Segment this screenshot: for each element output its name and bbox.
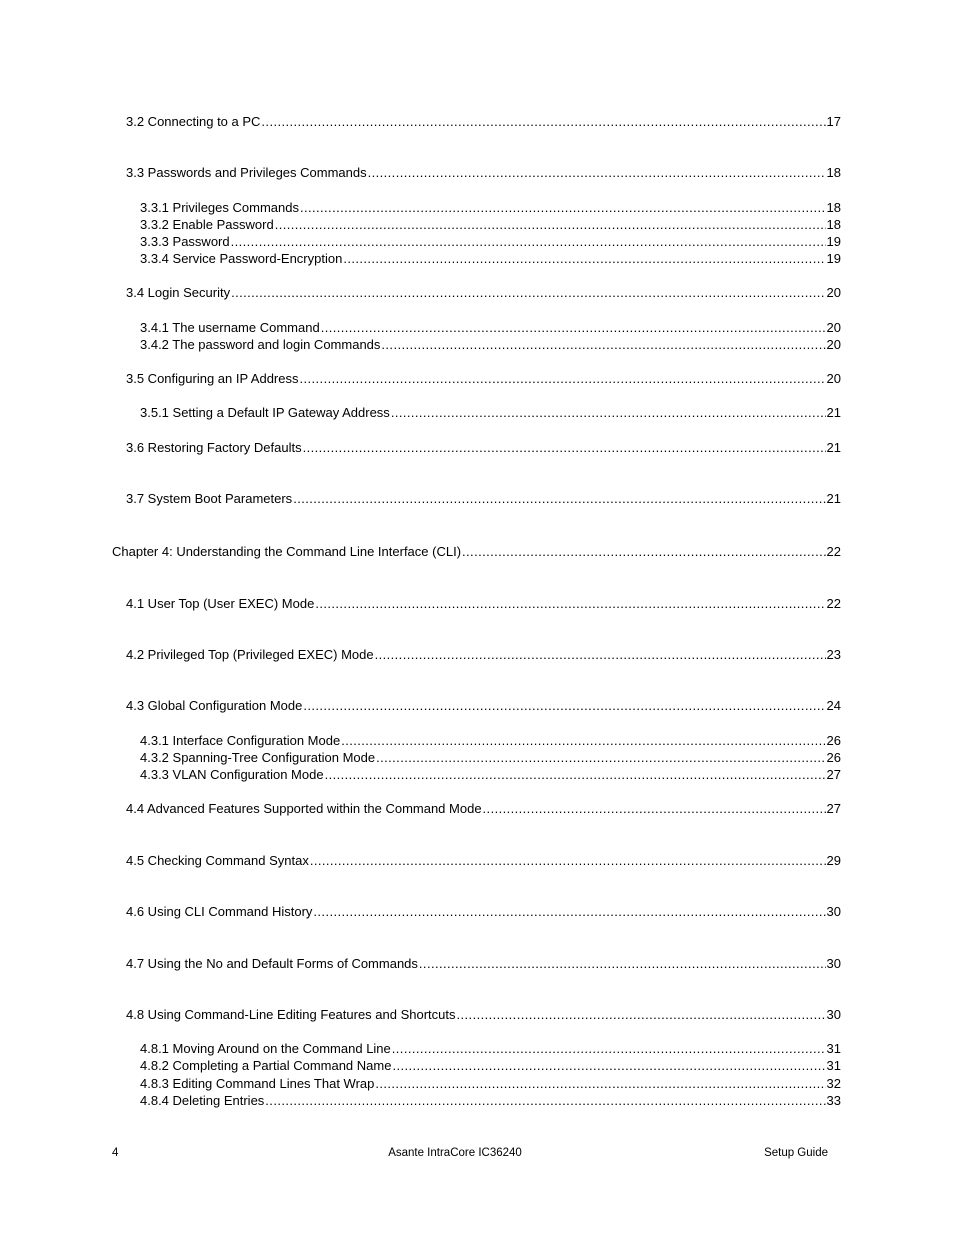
toc-entry-label: 3.5.1 Setting a Default IP Gateway Address: [140, 405, 390, 420]
toc-leader-dots: [419, 956, 826, 972]
toc-entry-label: 4.5 Checking Command Syntax: [126, 853, 309, 868]
toc-entry[interactable]: [140, 320, 841, 336]
toc-entry[interactable]: [126, 853, 841, 869]
toc-entry[interactable]: [126, 114, 841, 130]
toc-entry-page: 33: [826, 1093, 841, 1108]
toc-leader-dots: [341, 733, 825, 749]
toc-leader-dots: [381, 337, 825, 353]
toc-entry-page: 21: [826, 440, 841, 455]
toc-entry-label: 3.3.2 Enable Password: [140, 217, 274, 232]
toc-entry[interactable]: [140, 1076, 841, 1092]
toc-leader-dots: [483, 801, 826, 817]
footer-document-title: Setup Guide: [764, 1147, 828, 1159]
toc-entry-page: 32: [826, 1076, 841, 1091]
toc-leader-dots: [303, 440, 826, 456]
toc-entry-page: 18: [826, 165, 841, 180]
toc-entry-label: 4.8.1 Moving Around on the Command Line: [140, 1041, 391, 1056]
toc-entry-page: 18: [826, 200, 841, 215]
toc-entry[interactable]: [140, 767, 841, 783]
toc-entry-page: 20: [826, 371, 841, 386]
toc-leader-dots: [265, 1093, 825, 1109]
toc-entry[interactable]: [126, 371, 841, 387]
toc-leader-dots: [300, 200, 826, 216]
toc-entry-label: 4.8 Using Command-Line Editing Features and Shortcuts: [126, 1007, 456, 1022]
toc-leader-dots: [321, 320, 826, 336]
toc-leader-dots: [313, 904, 825, 920]
toc-entry-page: 26: [826, 733, 841, 748]
toc-entry[interactable]: [140, 234, 841, 250]
toc-entry-label: 4.2 Privileged Top (Privileged EXEC) Mode: [126, 647, 374, 662]
toc-leader-dots: [315, 596, 825, 612]
toc-entry-label: 4.8.2 Completing a Partial Command Name: [140, 1058, 392, 1073]
toc-entry[interactable]: [140, 1058, 841, 1074]
toc-entry[interactable]: [140, 733, 841, 749]
toc-entry[interactable]: [126, 285, 841, 301]
toc-leader-dots: [261, 114, 825, 130]
toc-entry[interactable]: [126, 165, 841, 181]
toc-entry-page: 21: [826, 491, 841, 506]
toc-entry-label: 4.6 Using CLI Command History: [126, 904, 313, 919]
toc-entry-label: 3.3 Passwords and Privileges Commands: [126, 165, 367, 180]
toc-entry-page: 22: [826, 544, 841, 559]
toc-entry-label: 4.3.3 VLAN Configuration Mode: [140, 767, 324, 782]
toc-entry-page: 31: [826, 1058, 841, 1073]
toc-entry[interactable]: [126, 956, 841, 972]
toc-entry-label: 3.4.1 The username Command: [140, 320, 320, 335]
toc-entry-label: 3.7 System Boot Parameters: [126, 491, 293, 506]
toc-entry-page: 21: [826, 405, 841, 420]
toc-entry[interactable]: [126, 801, 841, 817]
toc-leader-dots: [343, 251, 825, 267]
toc-leader-dots: [310, 853, 826, 869]
toc-entry-page: 18: [826, 217, 841, 232]
toc-leader-dots: [392, 1041, 826, 1057]
toc-entry[interactable]: [126, 491, 841, 507]
toc-entry-page: 23: [826, 647, 841, 662]
toc-leader-dots: [231, 285, 825, 301]
toc-entry-page: 19: [826, 251, 841, 266]
toc-entry-label: Chapter 4: Understanding the Command Line Interface (CLI): [112, 544, 462, 559]
toc-entry-page: 31: [826, 1041, 841, 1056]
toc-entry-page: 29: [826, 853, 841, 868]
toc-entry-label: 4.3 Global Configuration Mode: [126, 698, 303, 713]
toc-entry-label: 3.3.1 Privileges Commands: [140, 200, 299, 215]
toc-leader-dots: [391, 405, 826, 421]
toc-entry[interactable]: [126, 698, 841, 714]
toc-leader-dots: [368, 165, 826, 181]
toc-entry-label: 4.4 Advanced Features Supported within the Command Mode: [126, 801, 482, 816]
toc-entry[interactable]: [140, 200, 841, 216]
toc-leader-dots: [300, 371, 826, 387]
footer-product-name: Asante IntraCore IC36240: [388, 1147, 522, 1159]
toc-entry-page: 20: [826, 285, 841, 300]
toc-entry[interactable]: [140, 1041, 841, 1057]
toc-entry[interactable]: [140, 1093, 841, 1109]
toc-entry-label: 3.2 Connecting to a PC: [126, 114, 261, 129]
toc-entry-label: 3.4 Login Security: [126, 285, 231, 300]
toc-entry-page: 30: [826, 956, 841, 971]
toc-entry-chapter[interactable]: [112, 544, 841, 560]
toc-leader-dots: [375, 647, 826, 663]
toc-entry-label: 4.7 Using the No and Default Forms of Commands: [126, 956, 418, 971]
toc-entry-page: 30: [826, 904, 841, 919]
toc-entry[interactable]: [140, 251, 841, 267]
toc-leader-dots: [293, 491, 825, 507]
toc-leader-dots: [462, 544, 826, 560]
toc-entry-label: 3.4.2 The password and login Commands: [140, 337, 381, 352]
toc-entry-page: 20: [826, 337, 841, 352]
toc-entry[interactable]: [126, 1007, 841, 1023]
toc-entry[interactable]: [126, 440, 841, 456]
toc-entry-page: 22: [826, 596, 841, 611]
toc-leader-dots: [392, 1058, 825, 1074]
toc-entry-page: 20: [826, 320, 841, 335]
toc-entry[interactable]: [140, 750, 841, 766]
toc-entry[interactable]: [126, 904, 841, 920]
toc-entry-label: 4.8.3 Editing Command Lines That Wrap: [140, 1076, 375, 1091]
toc-entry-label: 3.6 Restoring Factory Defaults: [126, 440, 302, 455]
toc-entry-label: 4.3.1 Interface Configuration Mode: [140, 733, 341, 748]
toc-leader-dots: [231, 234, 826, 250]
toc-entry-page: 30: [826, 1007, 841, 1022]
toc-leader-dots: [457, 1007, 826, 1023]
toc-entry-page: 19: [826, 234, 841, 249]
toc-entry-label: 3.5 Configuring an IP Address: [126, 371, 299, 386]
toc-entry[interactable]: [126, 596, 841, 612]
toc-entry[interactable]: [140, 217, 841, 233]
toc-entry-page: 27: [826, 767, 841, 782]
toc-leader-dots: [275, 217, 826, 233]
toc-leader-dots: [303, 698, 825, 714]
toc-entry-label: 3.3.4 Service Password-Encryption: [140, 251, 343, 266]
toc-entry-page: 17: [826, 114, 841, 129]
toc-entry-page: 24: [826, 698, 841, 713]
toc-entry-page: 26: [826, 750, 841, 765]
toc-entry-label: 4.1 User Top (User EXEC) Mode: [126, 596, 315, 611]
toc-leader-dots: [376, 750, 825, 766]
toc-entry-label: 3.3.3 Password: [140, 234, 230, 249]
toc-leader-dots: [325, 767, 826, 783]
toc-entry[interactable]: [126, 647, 841, 663]
footer-page-number: 4: [112, 1147, 119, 1159]
toc-entry-label: 4.3.2 Spanning-Tree Configuration Mode: [140, 750, 376, 765]
toc-entry[interactable]: [140, 337, 841, 353]
toc-entry[interactable]: [140, 405, 841, 421]
toc-entry-label: 4.8.4 Deleting Entries: [140, 1093, 265, 1108]
toc-leader-dots: [375, 1076, 825, 1092]
toc-entry-page: 27: [826, 801, 841, 816]
